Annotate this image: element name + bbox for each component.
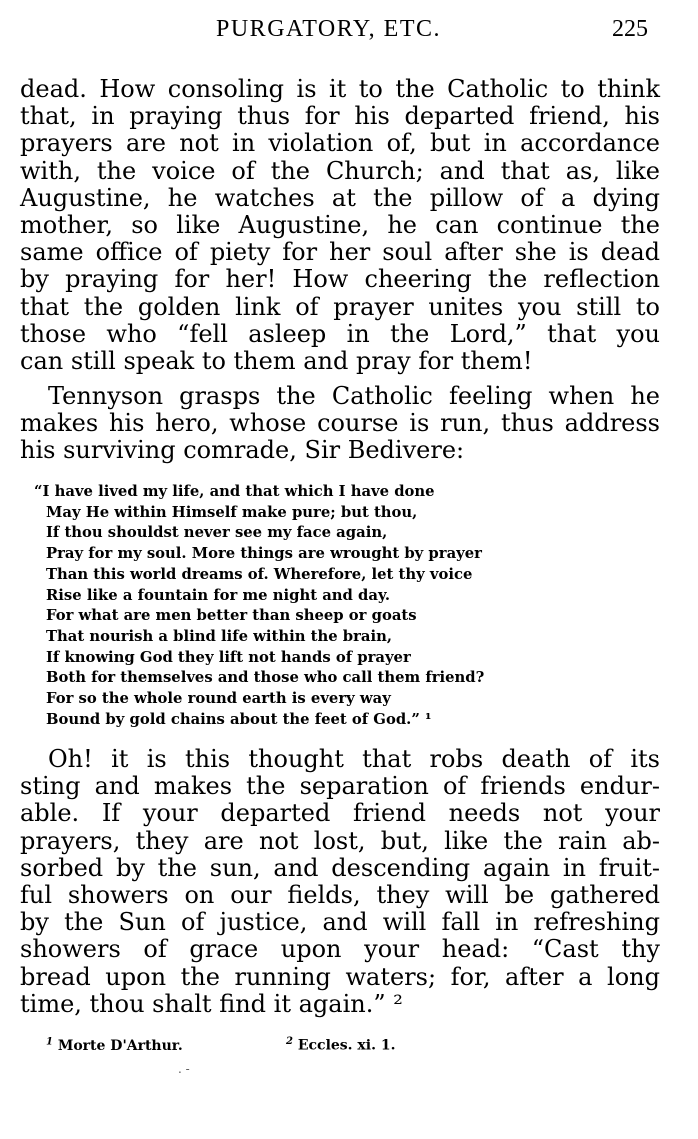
text-line: his surviving comrade, Sir Bedivere: bbox=[20, 436, 465, 465]
print-speck: . - bbox=[178, 1062, 190, 1076]
text-line: prayers are not in violation of, but in accordance bbox=[20, 129, 660, 158]
footnote-text: Eccles. xi. 1. bbox=[297, 1037, 396, 1054]
poem-line: For so the whole round earth is every way bbox=[46, 690, 391, 708]
footnote-2 bbox=[286, 1036, 395, 1054]
poem-line: Bound by gold chains about the feet of God.” ¹ bbox=[46, 710, 432, 728]
paragraph-1 bbox=[20, 76, 660, 375]
text-line: by praying for her! How cheering the reflection bbox=[20, 265, 660, 294]
footnote-text: Morte D'Arthur. bbox=[57, 1037, 183, 1054]
poem-line: May He within Himself make pure; but thou, bbox=[46, 503, 418, 521]
page-number: 225 bbox=[612, 16, 648, 42]
text-line: mother, so like Augustine, he can continue the bbox=[20, 211, 660, 240]
paragraph-2 bbox=[20, 383, 660, 465]
text-line: ful showers on our fields, they will be gathered bbox=[20, 881, 660, 910]
text-line: able. If your departed friend needs not your bbox=[20, 799, 660, 828]
poem-line: For what are men better than sheep or goats bbox=[46, 607, 417, 625]
poem-line: “I have lived my life, and that which I have done bbox=[34, 483, 435, 500]
text-line: sting and makes the separation of friends endur- bbox=[20, 772, 660, 801]
footnotes bbox=[46, 1036, 396, 1054]
paragraph-3 bbox=[20, 746, 660, 1018]
footnote-1 bbox=[46, 1038, 183, 1054]
text-line: Tennyson grasps the Catholic feeling when he bbox=[48, 382, 660, 410]
text-line: those who “fell asleep in the Lord,” that you bbox=[20, 319, 660, 348]
text-line: with, the voice of the Church; and that as, like bbox=[20, 156, 660, 185]
text-line: Augustine, he watches at the pillow of a dying bbox=[20, 183, 660, 212]
poem-line: Both for themselves and those who call them friend? bbox=[46, 669, 485, 687]
text-line: prayers, they are not lost, but, like the rain ab- bbox=[20, 826, 660, 855]
text-line: dead. How consoling is it to the Catholic to think bbox=[20, 75, 660, 103]
text-line: that the golden link of prayer unites you still to bbox=[20, 292, 660, 321]
poem-line: That nourish a blind life within the brain, bbox=[46, 627, 393, 645]
text-line: that, in praying thus for his departed friend, his bbox=[20, 102, 660, 131]
text-line: by the Sun of justice, and will fall in refreshing bbox=[20, 908, 660, 937]
text-line: showers of grace upon your head: “Cast thy bbox=[20, 935, 660, 964]
text-line: bread upon the running waters; for, after a long bbox=[20, 962, 660, 991]
poem-line: If thou shouldst never see my face again, bbox=[46, 524, 388, 542]
poem-line: Than this world dreams of. Wherefore, let thy voice bbox=[46, 565, 473, 583]
poem-line: If knowing God they lift not hands of prayer bbox=[46, 648, 411, 666]
text-line: can still speak to them and pray for them! bbox=[20, 347, 533, 376]
text-line: sorbed by the sun, and descending again in fruit- bbox=[20, 853, 660, 882]
running-head bbox=[0, 16, 698, 48]
text-line: same office of piety for her soul after she is dead bbox=[20, 238, 660, 267]
text-line: Oh! it is this thought that robs death of its bbox=[48, 745, 660, 773]
footnote-marker: 2 bbox=[286, 1036, 293, 1047]
poem-line: Rise like a fountain for me night and day. bbox=[46, 586, 391, 604]
text-line: time, thou shalt find it again.” ² bbox=[20, 989, 403, 1018]
text-line: makes his hero, whose course is run, thus address bbox=[20, 409, 660, 438]
poem-line: Pray for my soul. More things are wrought by prayer bbox=[46, 545, 482, 563]
poem-quotation bbox=[30, 482, 484, 730]
running-title: PURGATORY, ETC. bbox=[216, 16, 441, 42]
footnote-marker: 1 bbox=[46, 1036, 53, 1047]
